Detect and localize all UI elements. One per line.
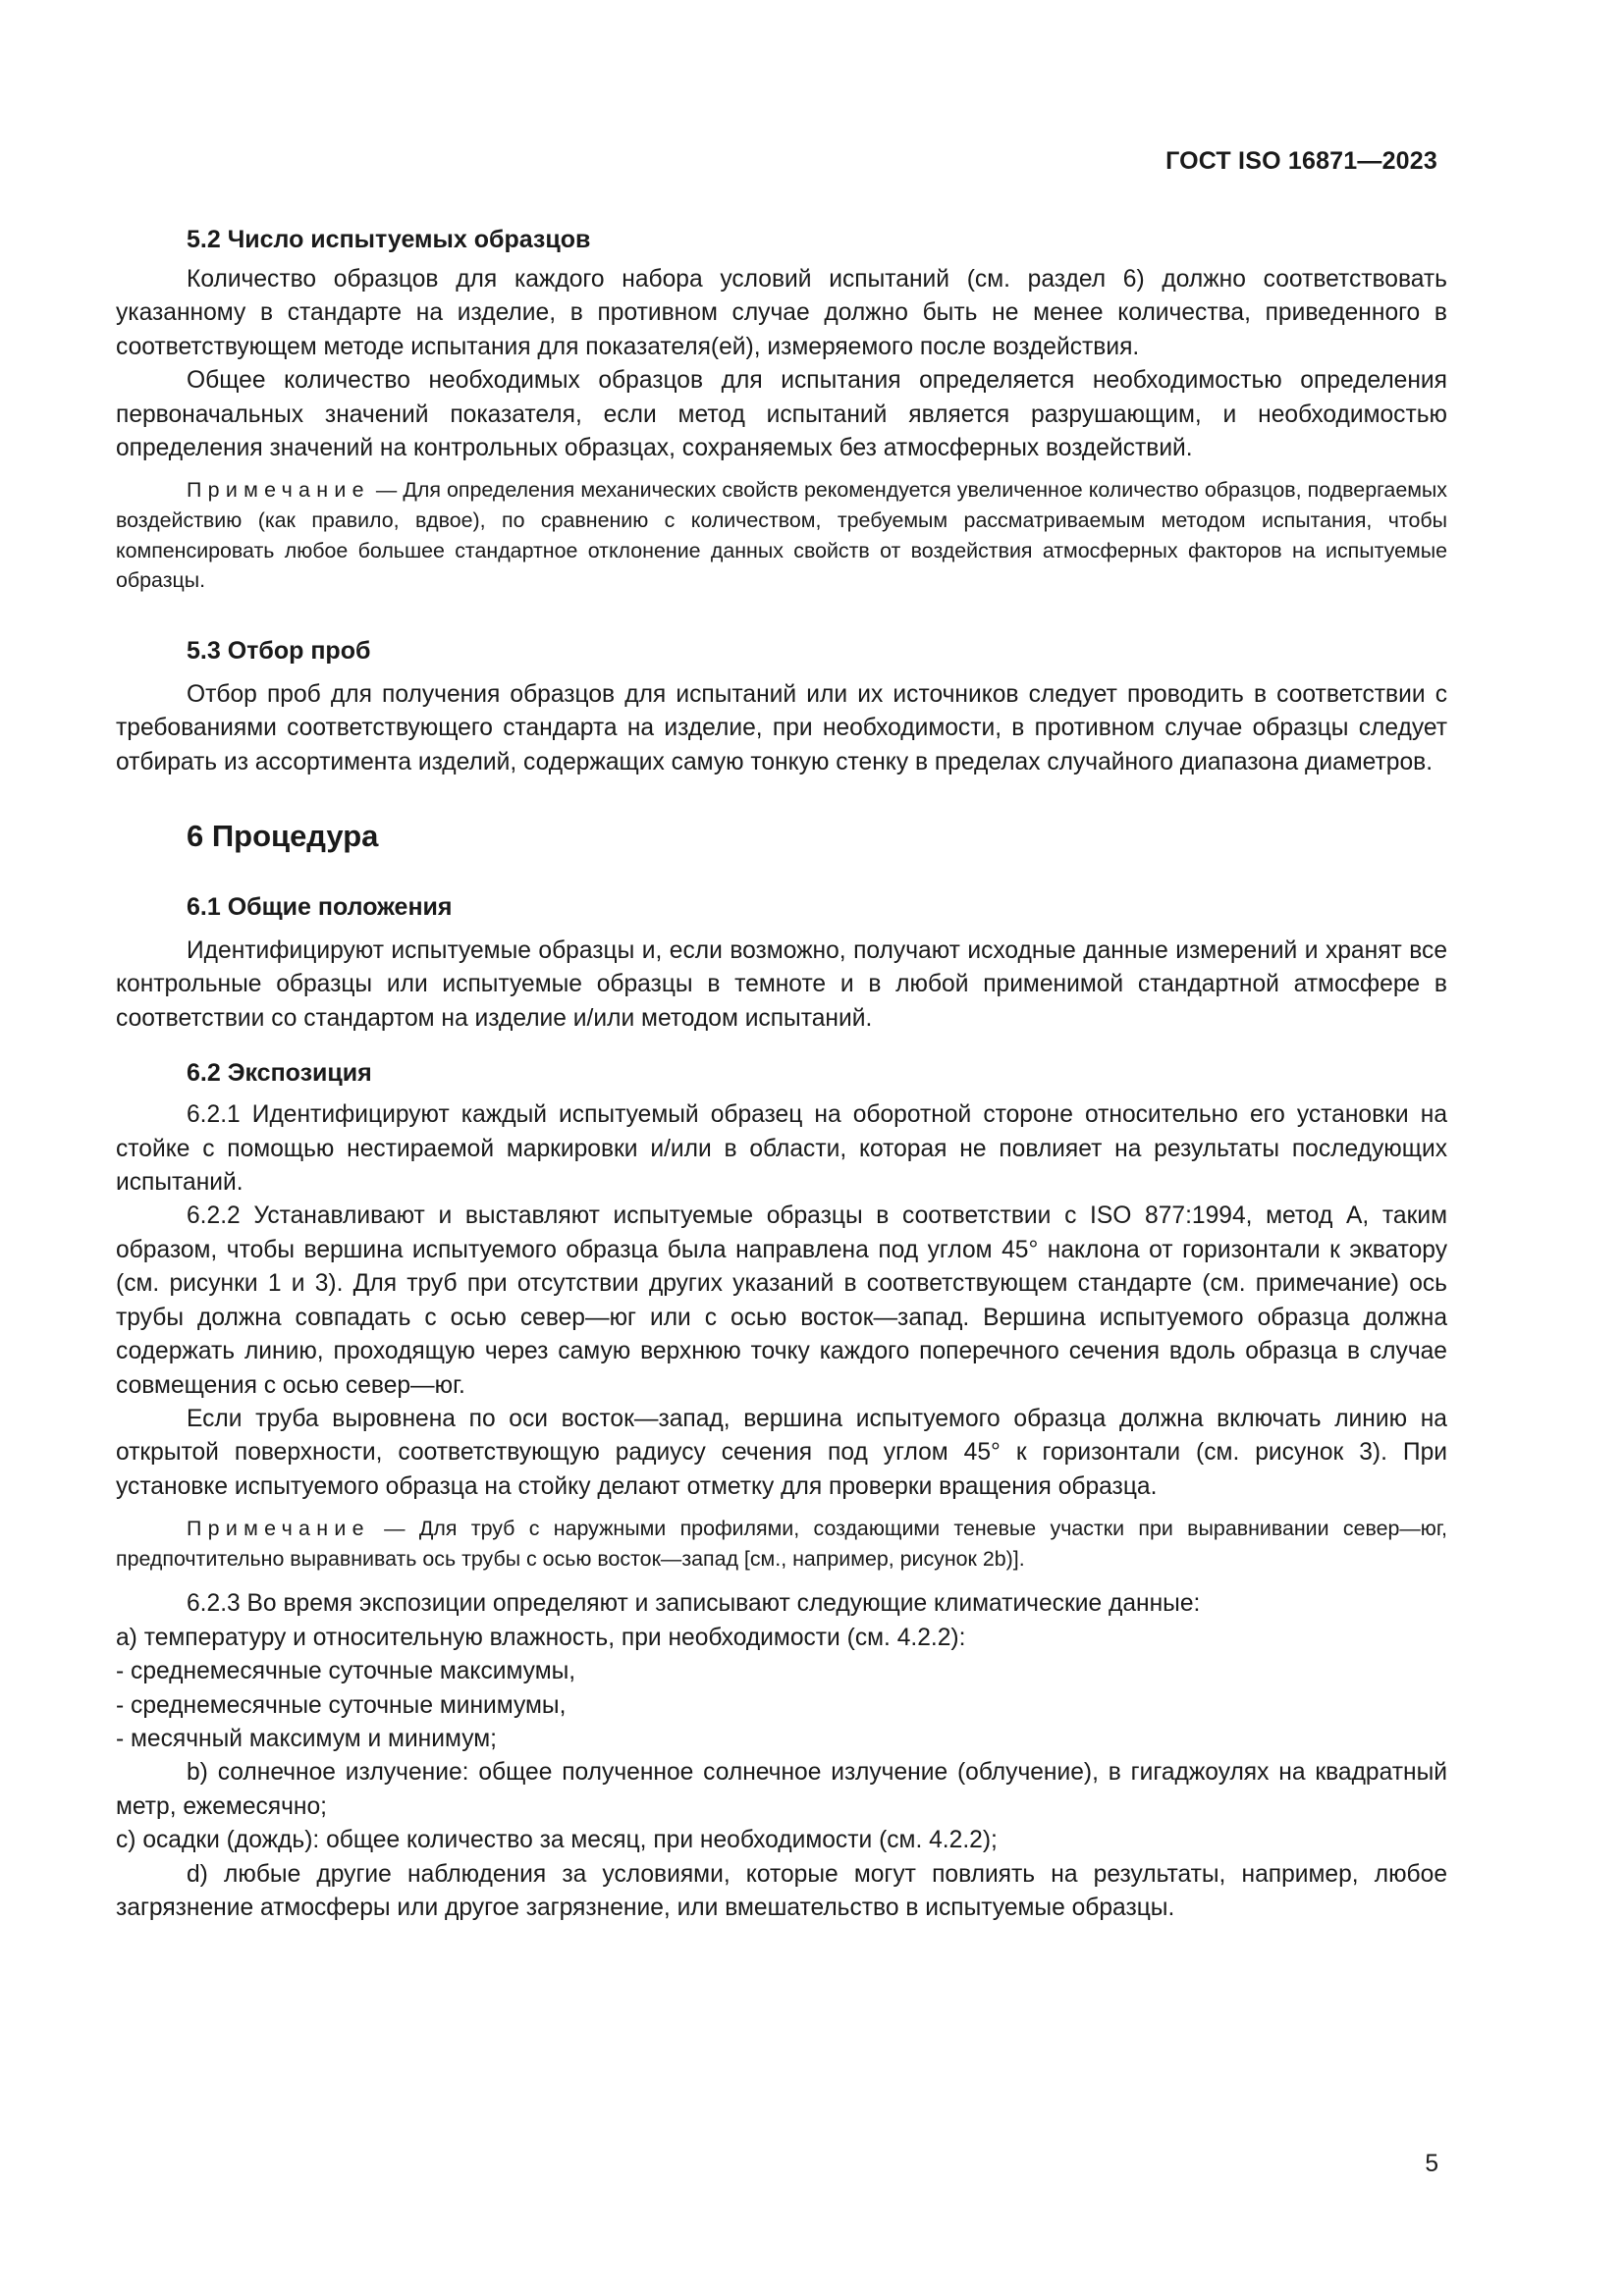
list-item-d: d) любые другие наблюдения за условиями, которые могут повлиять на результаты, например, любое загрязнение атмосферы или другое загрязнение, или вмешательство в испытуемые образцы. (116, 1860, 1447, 1921)
note-text: — Для труб с наружными профилями, создающими теневые участки при выравнивании север—юг, предпочтительно выравнивать ось трубы с осью восток—запад [см., например, рисунок 2b)]. (116, 1517, 1447, 1571)
note-label: Примечание (187, 478, 370, 503)
list-item-a: а) температуру и относительную влажность, при необходимости (см. 4.2.2): (116, 1624, 966, 1651)
section-6-1-paragraph-1: Идентифицируют испытуемые образцы и, если возможно, получают исходные данные измерений и хранят все контрольные образцы или испытуемые образцы в темноте и в любой применимой стандартной атмосфере в соответствии со стандартом на изделие и/или методом испытаний. (116, 937, 1447, 1032)
document-content (116, 222, 1447, 1925)
note-label: Примечание (187, 1517, 370, 1541)
section-5-3-heading: 5.3 Отбор проб (187, 636, 371, 665)
section-6-2-heading: 6.2 Экспозиция (187, 1059, 372, 1088)
section-5-3-paragraph-1: Отбор проб для получения образцов для испытаний или их источников следует проводить в соответствии с требованиями соответствующего стандарта на изделие, при необходимости, в противном случае образцы следует отбирать из ассортимента изделий, содержащих самую тонкую стенку в пределах случайного диапазона диаметров. (116, 680, 1447, 775)
section-5-2-note (116, 475, 1447, 595)
list-item-c: c) осадки (дождь): общее количество за месяц, при необходимости (см. 4.2.2); (116, 1827, 998, 1854)
section-6-2-2-paragraph: 6.2.2 Устанавливают и выставляют испытуемые образцы в соответствии с ISO 877:1994, метод А, таким образом, чтобы вершина испытуемого образца была направлена под углом 45° наклона от горизонтали к экватору (см. рисунки 1 и 3). Для труб при отсутствии других указаний в соответствующем стандарте (см. примечание) ось трубы должна совпадать с осью север—юг или с осью восток—запад. Вершина испытуемого образца должна содержать линию, проходящую через самую верхнюю точку каждого поперечного сечения вдоль образца в случае совмещения с осью север—юг. (116, 1202, 1447, 1399)
section-5-2-heading: 5.2 Число испытуемых образцов (187, 226, 591, 253)
section-6-1-heading: 6.1 Общие положения (187, 893, 453, 922)
list-dash-item-1: - среднемесячные суточные максимумы, (116, 1658, 576, 1685)
section-6-2-note (116, 1514, 1447, 1574)
section-6-2-1-paragraph: 6.2.1 Идентифицируют каждый испытуемый образец на оборотной стороне относительно его установки на стойке с помощью нестираемой маркировки и/или в области, которая не повлияет на результаты последующих испытаний. (116, 1101, 1447, 1197)
section-6-2-2-paragraph-continued: Если труба выровнена по оси восток—запад, вершина испытуемого образца должна включать линию на открытой поверхности, соответствующую радиусу сечения под углом 45° к горизонтали (см. рисунок 3). При установке испытуемого образца на стойку делают отметку для проверки вращения образца. (116, 1405, 1447, 1500)
section-6-2-3-paragraph: 6.2.3 Во время экспозиции определяют и записывают следующие климатические данные: (187, 1590, 1201, 1618)
document-header-id: ГОСТ ISO 16871—2023 (1165, 147, 1437, 175)
list-dash-item-3: - месячный максимум и минимум; (116, 1725, 497, 1752)
section-5-2-paragraph-2: Общее количество необходимых образцов для испытания определяется необходимостью определения первоначальных значений показателя, если метод испытаний является разрушающим, и необходимостью определения значений на контрольных образцах, сохраняемых без атмосферных воздействий. (116, 367, 1447, 462)
list-item-b: b) солнечное излучение: общее полученное солнечное излучение (облучение), в гигаджоулях на квадратный метр, ежемесячно; (116, 1759, 1447, 1820)
note-text: — Для определения механических свойств рекомендуется увеличенное количество образцов, подвергаемых воздействию (как правило, вдвое), по сравнению с количеством, требуемым рассматриваемым методом испытания, чтобы компенсировать любое большее стандартное отклонение данных свойств от воздействия атмосферных факторов на испытуемые образцы. (116, 478, 1447, 593)
list-dash-item-2: - среднемесячные суточные минимумы, (116, 1691, 567, 1719)
section-6-heading: 6 Процедура (187, 819, 379, 854)
section-5-2-paragraph-1: Количество образцов для каждого набора условий испытаний (см. раздел 6) должно соответствовать указанному в стандарте на изделие, в противном случае должно быть не менее количества, приведенного в соответствующем методе испытания для показателя(ей), измеряемого после воздействия. (116, 266, 1447, 360)
page-number: 5 (1425, 2151, 1438, 2177)
